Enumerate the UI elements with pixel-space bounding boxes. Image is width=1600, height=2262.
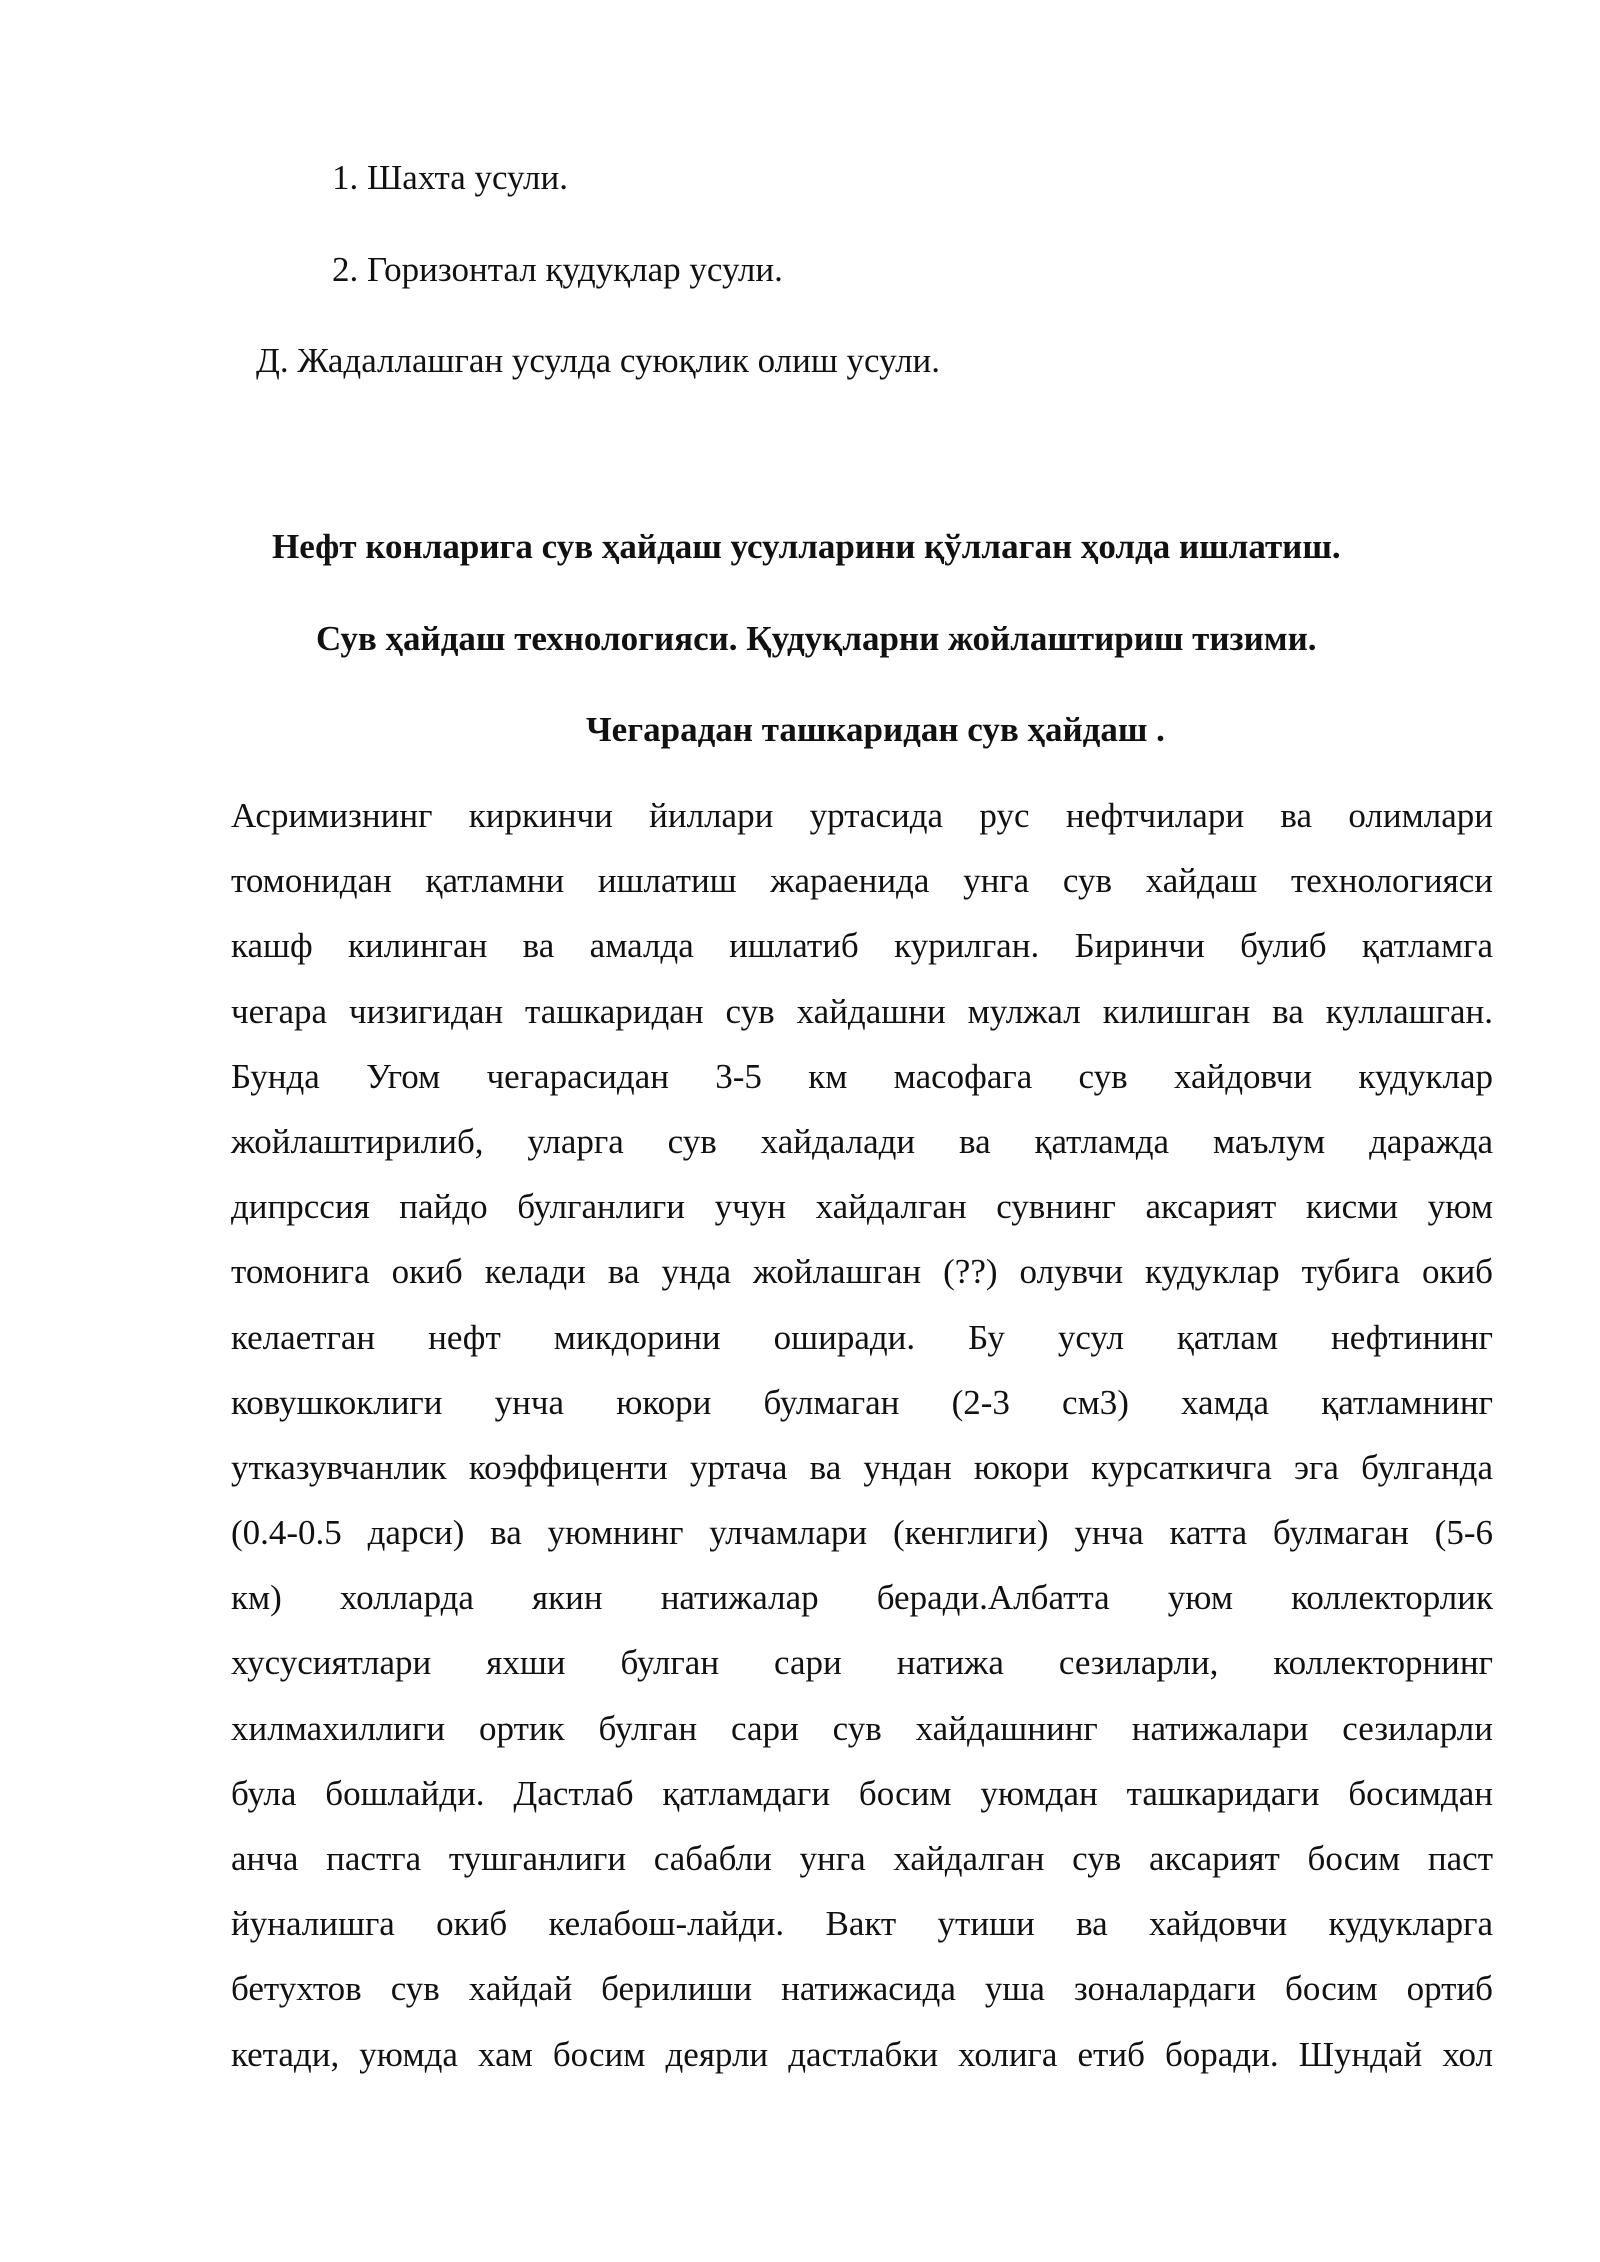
paragraph-line: дипрссия пайдо булганлиги учун хайдалган сувнинг аксарият кисми уюм xyxy=(231,1187,1493,1227)
section-heading-line-3: Чегарадан ташкаридан сув ҳайдаш . xyxy=(586,710,1165,749)
paragraph-line: йуналишга окиб келабош-лайди. Вакт утиши ва хайдовчи кудукларга xyxy=(231,1904,1493,1944)
paragraph-line: хусусиятлари яхши булган сари натижа сезиларли, коллекторнинг xyxy=(231,1643,1493,1683)
section-heading-line-2: Сув ҳайдаш технологияси. Қудуқларни жойлаштириш тизими. xyxy=(316,619,1317,658)
paragraph-line: хилмахиллиги ортик булган сари сув хайдашнинг натижалари сезиларли xyxy=(231,1708,1493,1748)
paragraph-line: була бошлайди. Дастлаб қатламдаги босим уюмдан ташкаридаги босимдан xyxy=(231,1773,1493,1813)
list-item-2: 2. Горизонтал қудуқлар усули. xyxy=(332,250,783,289)
body-paragraph xyxy=(231,796,1493,2100)
list-item-1: 1. Шахта усули. xyxy=(332,158,568,197)
paragraph-line: Асримизнинг киркинчи йиллари уртасида рус нефтчилари ва олимлари xyxy=(231,796,1493,835)
paragraph-line: чегара чизигидан ташкаридан сув хайдашни мулжал килишган ва куллашган. xyxy=(231,991,1493,1031)
paragraph-line: кашф килинган ва амалда ишлатиб курилган. Биринчи булиб қатламга xyxy=(231,926,1493,966)
paragraph-line: ковушкоклиги унча юкори булмаган (2-3 см3) хамда қатламнинг xyxy=(231,1382,1493,1422)
paragraph-line: томонидан қатламни ишлатиш жараенида унга сув хайдаш технологияси xyxy=(231,861,1493,901)
paragraph-line: анча пастга тушганлиги сабабли унга хайдалган сув аксарият босим паст xyxy=(231,1839,1493,1878)
paragraph-line: келаетган нефт микдорини оширади. Бу усул қатлам нефтининг xyxy=(231,1317,1493,1357)
paragraph-line: томонига окиб келади ва унда жойлашган (??) олувчи кудуклар тубига окиб xyxy=(231,1252,1493,1292)
paragraph-line: жойлаштирилиб, уларга сув хайдалади ва қатламда маълум даражда xyxy=(231,1121,1493,1161)
list-item-d: Д. Жадаллашган усулда суюқлик олиш усули. xyxy=(256,341,941,380)
paragraph-line: бетухтов сув хайдай берилиши натижасида уша зоналардаги босим ортиб xyxy=(231,1969,1493,2009)
section-heading-line-1: Нефт конларига сув ҳайдаш усулларини қўллаган ҳолда ишлатиш. xyxy=(272,527,1341,566)
paragraph-line: (0.4-0.5 дарси) ва уюмнинг улчамлари (кенглиги) унча катта булмаган (5-6 xyxy=(231,1513,1493,1553)
paragraph-line: утказувчанлик коэффиценти уртача ва ундан юкори курсаткичга эга булганда xyxy=(231,1447,1493,1487)
paragraph-line: Бунда Угом чегарасидан 3-5 км масофага сув хайдовчи кудуклар xyxy=(231,1056,1493,1096)
paragraph-line: км) холларда якин натижалар беради.Албатта уюм коллекторлик xyxy=(231,1578,1493,1618)
paragraph-line: кетади, уюмда хам босим деярли дастлабки холига етиб боради. Шундай хол xyxy=(231,2034,1493,2074)
